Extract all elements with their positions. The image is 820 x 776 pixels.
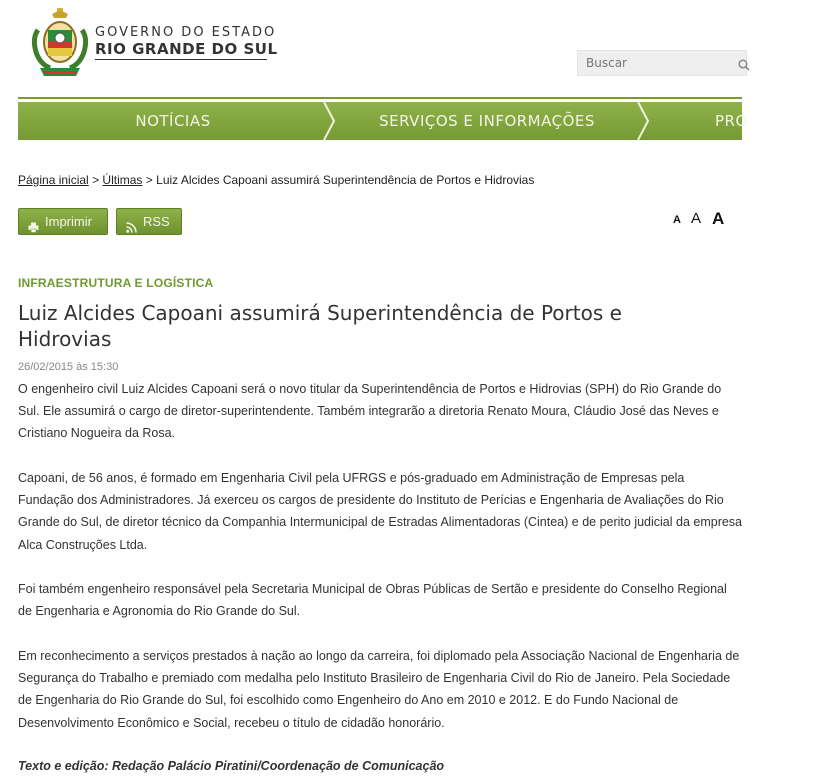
breadcrumb-separator: > (145, 173, 153, 187)
font-size-small[interactable]: A (673, 214, 681, 226)
article-title: Luiz Alcides Capoani assumirá Superintendência de Portos e Hidrovias (18, 301, 622, 351)
brand-line-1: GOVERNO DO ESTADO (95, 25, 277, 40)
nav-item-noticias[interactable]: NOTÍCIAS (135, 112, 211, 130)
article-paragraph: Foi também engenheiro responsável pela Secretaria Municipal de Obras Públicas de Sertão e presidente do Conselho Regional de Engenharia e Agronomia do Rio Grande do Sul. (18, 582, 727, 619)
print-button-label: Imprimir (45, 214, 92, 229)
search-box (577, 50, 747, 76)
breadcrumb-home-link[interactable]: Página inicial (18, 173, 89, 187)
brand-line-2: RIO GRANDE DO SUL (95, 40, 278, 58)
search-input[interactable] (578, 51, 728, 75)
breadcrumb-separator: > (92, 173, 100, 187)
breadcrumb-latest-link[interactable]: Últimas (102, 173, 143, 187)
main-nav (18, 102, 748, 140)
brand-wordmark (95, 26, 278, 60)
rss-button[interactable] (116, 208, 182, 235)
nav-item-servicos[interactable]: SERVIÇOS E INFORMAÇÕES (379, 112, 595, 130)
breadcrumb-current: Luiz Alcides Capoani assumirá Superintendência de Portos e Hidrovias (156, 173, 535, 187)
nav-item-programas[interactable]: PRO (715, 112, 748, 130)
article-paragraph: Em reconhecimento a serviços prestados à nação ao longo da carreira, foi diplomado pela Associação Nacional de Engenharia de Segurança do Trabalho e premiado com medalha pelo Instituto Brasileiro de Engenharia Civil do Rio de Janeiro. Pela Sociedade de Engenharia do Rio Grande do Sul, foi escolhido como Engenheiro do Ano em 2010 e 2012. E do Fundo Nacional de Desenvolvimento Econômico e Social, recebeu o título de cidadão honorário. (18, 649, 740, 730)
article-paragraph: Capoani, de 56 anos, é formado em Engenharia Civil pela UFRGS e pós-graduado em Administração de Empresas pela Fundação dos Administradores. Já exerceu os cargos de presidente do Instituto de Perícias e Engenharia de Avaliações do Rio Grande do Sul, de diretor técnico da Companhia Intermunicipal de Estradas Alimentadoras (Cintea) e de perito judicial da empresa Alca Construções Ltda. (18, 471, 743, 552)
printer-icon (28, 216, 39, 227)
nav-top-rule (18, 97, 742, 99)
print-button[interactable] (18, 208, 108, 235)
search-icon[interactable] (738, 56, 750, 68)
font-size-medium[interactable]: A (691, 210, 702, 227)
article-category[interactable]: INFRAESTRUTURA E LOGÍSTICA (18, 276, 214, 290)
article-date: 26/02/2015 às 15:30 (18, 361, 119, 373)
nav-separator (636, 102, 650, 140)
font-size-large[interactable]: A (712, 209, 725, 228)
article-credit: Texto e edição: Redação Palácio Piratini/Coordenação de Comunicação (18, 759, 445, 773)
breadcrumb (18, 173, 534, 187)
brand-underline (95, 59, 267, 60)
rss-icon (126, 216, 137, 227)
rss-button-label: RSS (143, 214, 170, 229)
state-coat-of-arms-logo[interactable] (30, 8, 90, 80)
article-paragraph: O engenheiro civil Luiz Alcides Capoani será o novo titular da Superintendência de Portos e Hidrovias (SPH) do Rio Grande do Sul. Ele assumirá o cargo de diretor-superintendente. Também integrarão a diretoria Renato Moura, Cláudio José das Neves e Cristiano Nogueira da Rosa. (18, 382, 722, 441)
